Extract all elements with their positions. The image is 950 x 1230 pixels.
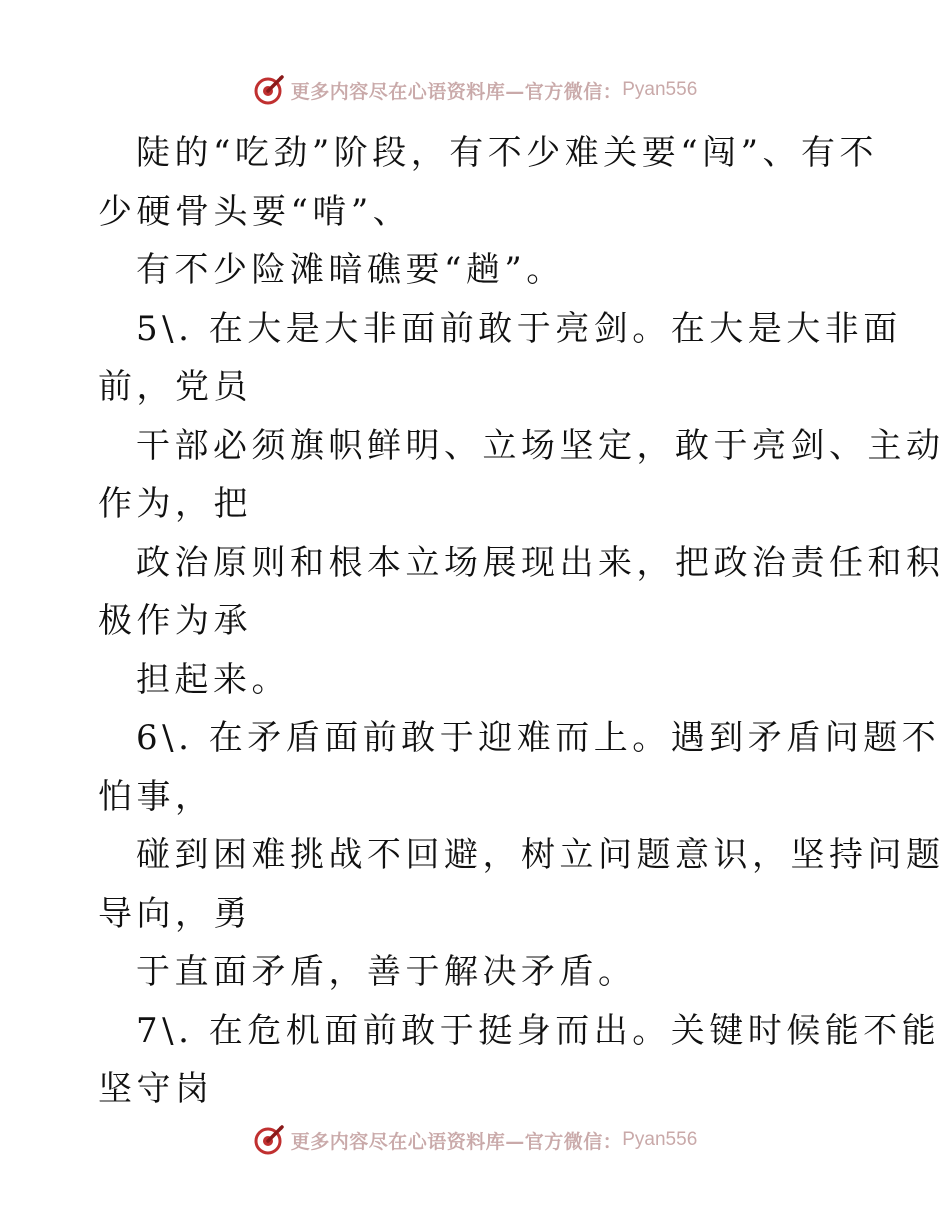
red-pen-circle-logo-icon	[253, 74, 285, 106]
text-line: 碰到困难挑战不回避，树立问题意识，坚持问题	[136, 835, 945, 875]
text-line: 前，党员	[98, 367, 252, 407]
text-line: 担起来。	[136, 659, 290, 700]
text-line: 干部必须旗帜鲜明、立场坚定，敢于亮剑、主动	[136, 425, 945, 466]
text-line: 7\. 在危机面前敢于挺身而出。关键时候能不能	[136, 1010, 941, 1051]
text-line: 极作为承	[98, 601, 252, 641]
text-line: 坚守岗	[98, 1069, 214, 1109]
header-watermark	[0, 70, 950, 110]
watermark-text: 更多内容尽在心语资料库—官方微信：	[290, 1130, 623, 1153]
text-line: 怕事，	[98, 776, 214, 817]
footer-watermark	[0, 1120, 950, 1160]
text-line: 作为，把	[98, 484, 252, 524]
text-line: 导向，勇	[98, 893, 252, 934]
red-pen-circle-logo-icon	[253, 1124, 285, 1156]
text-line: 于直面矛盾，善于解决矛盾。	[136, 952, 637, 992]
text-line: 政治原则和根本立场展现出来，把政治责任和积	[136, 542, 945, 583]
document-body	[0, 124, 950, 1119]
watermark-id: Pyan556	[622, 1129, 698, 1150]
watermark-text: 更多内容尽在心语资料库—官方微信：	[290, 80, 623, 103]
text-line: 5\. 在大是大非面前敢于亮剑。在大是大非面	[136, 308, 902, 349]
text-line: 有不少险滩暗礁要“趟”。	[136, 250, 565, 290]
text-line: 6\. 在矛盾面前敢于迎难而上。遇到矛盾问题不	[136, 718, 941, 758]
text-line: 陡的“吃劲”阶段，有不少难关要“闯”、有不	[136, 133, 879, 173]
text-line: 少硬骨头要“啃”、	[98, 191, 412, 232]
watermark-id: Pyan556	[622, 79, 698, 100]
